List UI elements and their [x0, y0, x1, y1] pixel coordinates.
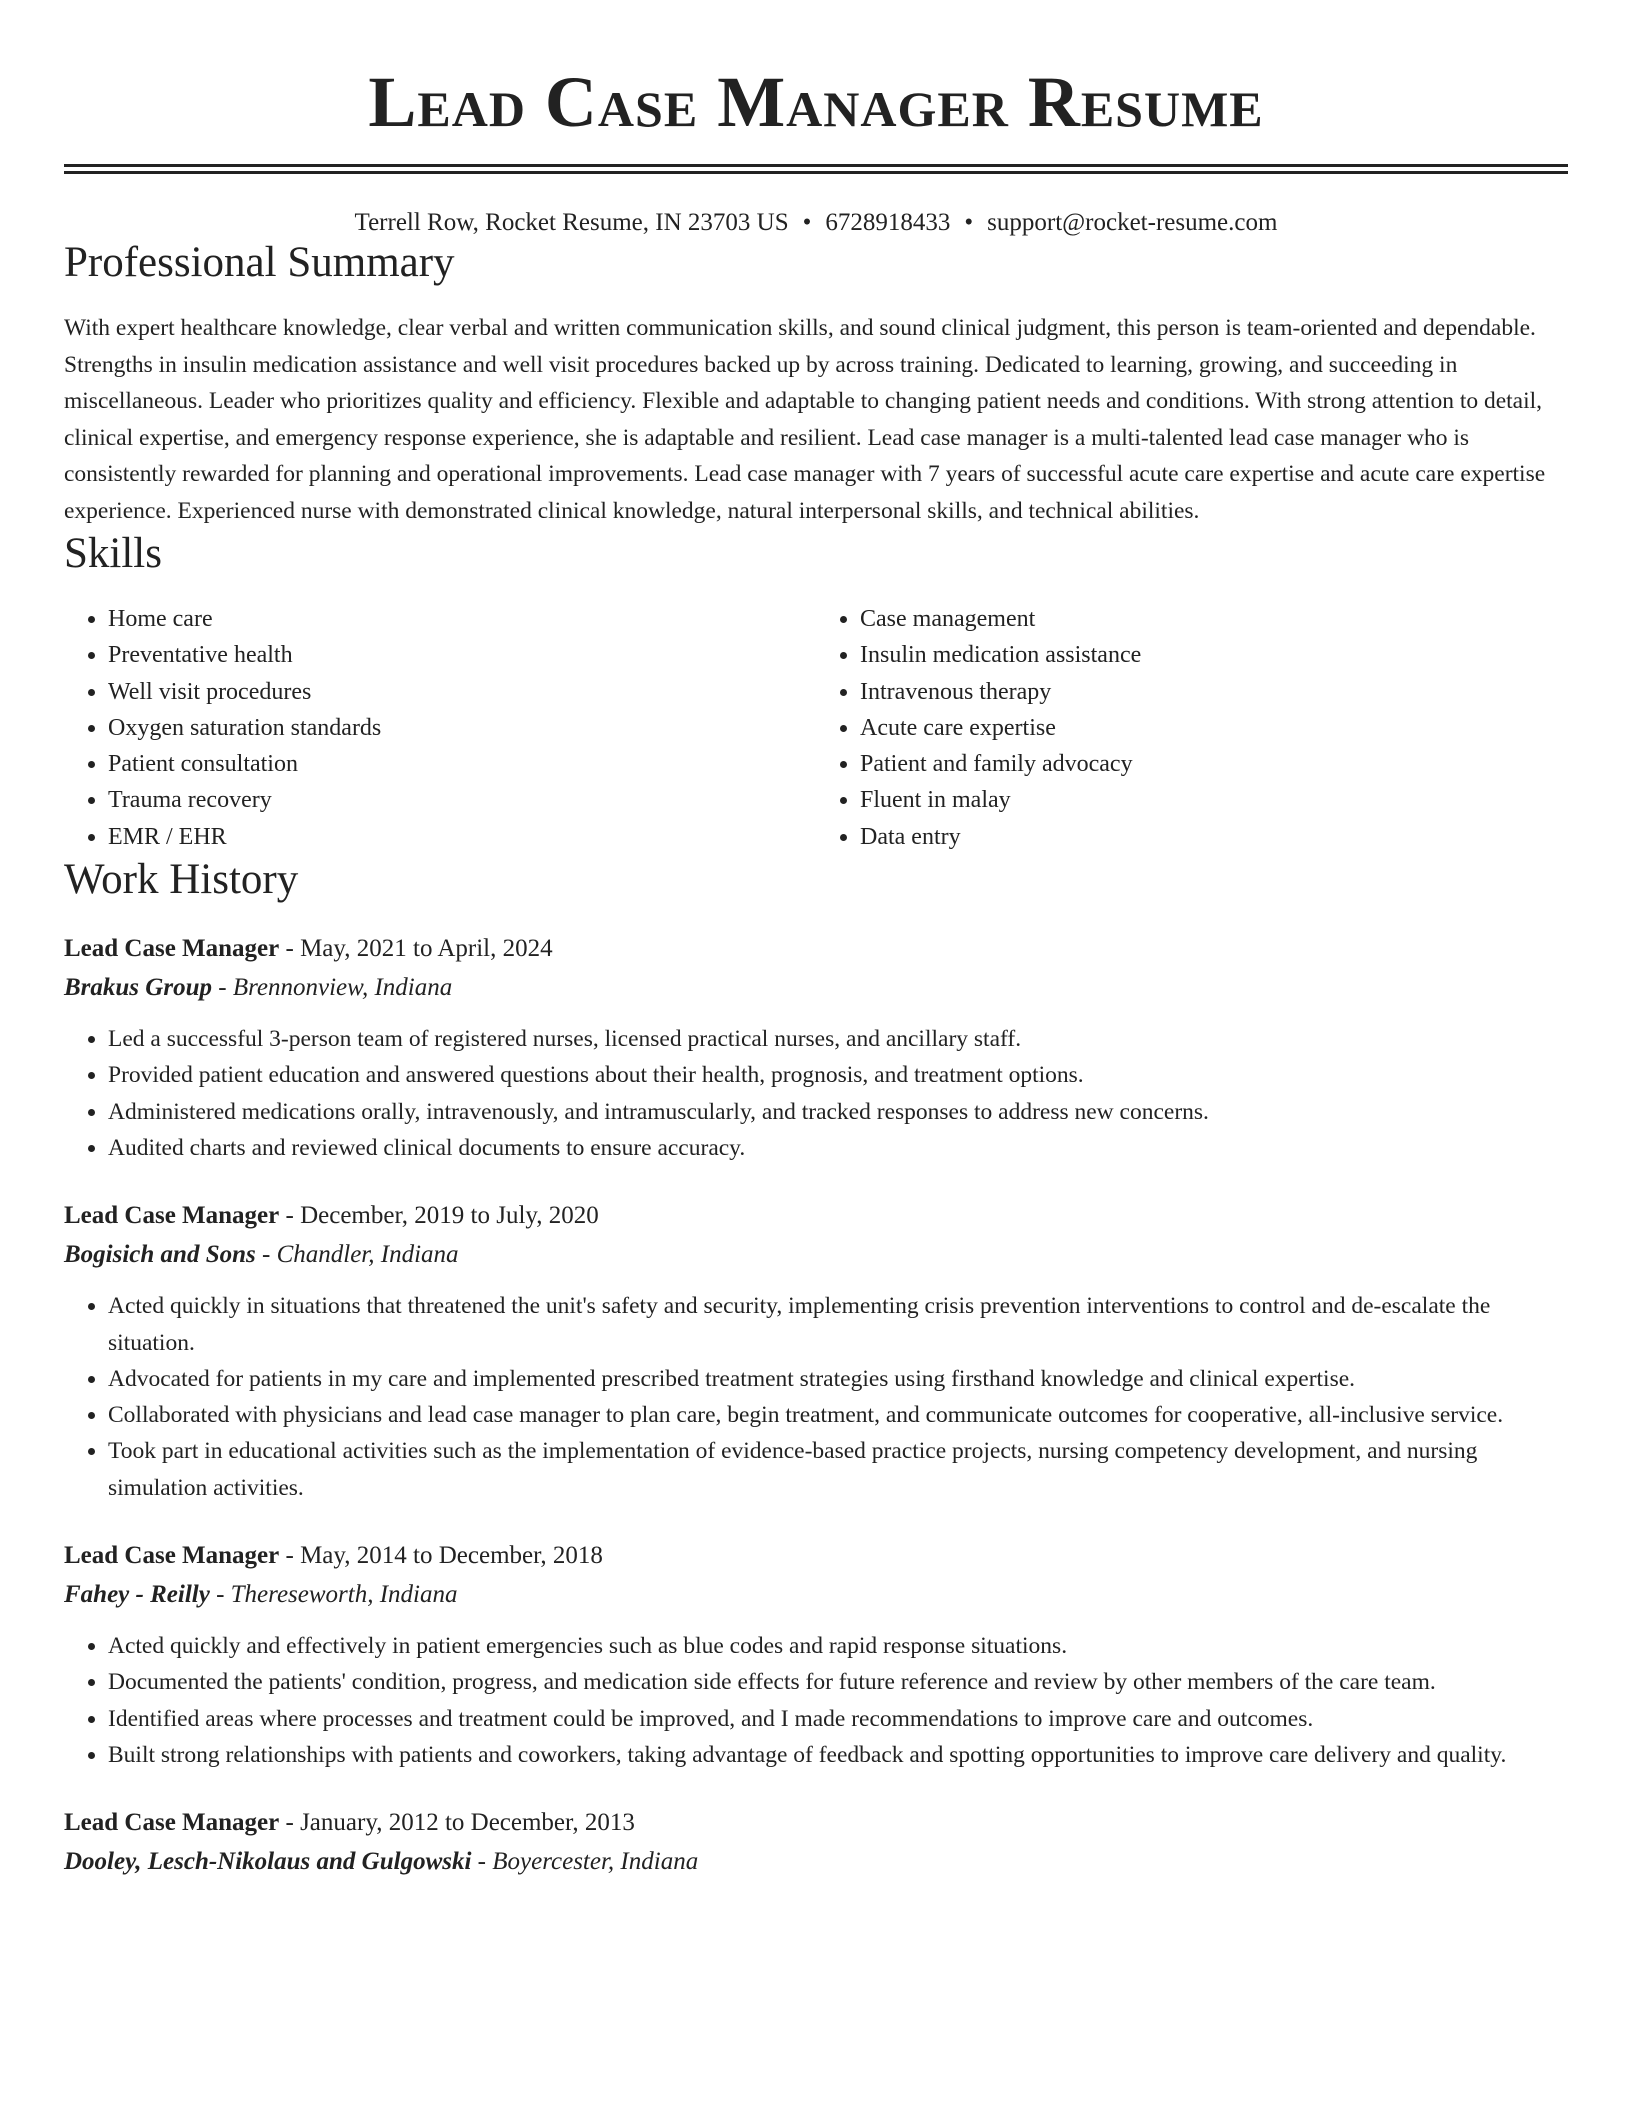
job-bullet: • Audited charts and reviewed clinical documents to ensure accuracy.: [108, 1130, 1568, 1166]
job-dates: January, 2012 to December, 2013: [300, 1809, 635, 1837]
resume-title: Lead Case Manager Resume: [368, 62, 1264, 142]
job-dates: May, 2021 to April, 2024: [300, 935, 553, 963]
job-bullet: • Administered medications orally, intravenously, and intramuscularly, and tracked responses to address new concerns.: [108, 1094, 1568, 1130]
job-bullet: • Provided patient education and answered questions about their health, prognosis, and treatment options.: [108, 1057, 1568, 1093]
skill-item: • Intravenous therapy: [860, 674, 1568, 710]
skills-list: [64, 601, 1568, 855]
work-history-heading: Work History: [64, 856, 299, 904]
company-dash: -: [209, 1581, 231, 1609]
skill-item: • Preventative health: [108, 637, 816, 673]
company-dash: -: [471, 1848, 493, 1876]
contact-email: support@rocket-resume.com: [987, 209, 1278, 236]
skill-item: • EMR / EHR: [108, 819, 816, 855]
contact-line: [64, 208, 1568, 238]
skill-item: • Patient and family advocacy: [860, 746, 1568, 782]
company-line: [64, 1575, 1568, 1614]
summary-heading: Professional Summary: [64, 239, 455, 286]
job-bullets: [64, 1628, 1568, 1773]
skill-item: • Insulin medication assistance: [860, 637, 1568, 673]
skill-item: • Home care: [108, 601, 816, 637]
company-name: Bogisich and Sons: [64, 1241, 256, 1269]
job-dash: -: [279, 1809, 301, 1837]
job-dates: May, 2014 to December, 2018: [300, 1542, 603, 1570]
company-dash: -: [255, 1241, 277, 1269]
job-dash: -: [279, 1202, 301, 1230]
job-title-line: [64, 1196, 1568, 1235]
job-bullet: • Identified areas where processes and treatment could be improved, and I made recommendations to improve care and outcomes.: [108, 1701, 1568, 1737]
company-dash: -: [211, 974, 233, 1002]
contact-phone: 6728918433: [825, 209, 951, 236]
title-divider: [64, 164, 1568, 174]
company-line: [64, 1842, 1568, 1881]
job-dash: -: [279, 1542, 301, 1570]
job-bullet: • Collaborated with physicians and lead case manager to plan care, begin treatment, and communicate outcomes for cooperative, all-inclusive service.: [108, 1397, 1568, 1433]
job-bullets: [64, 1021, 1568, 1166]
skill-item: • Trauma recovery: [108, 782, 816, 818]
company-name: Brakus Group: [64, 974, 212, 1002]
summary-text: With expert healthcare knowledge, clear verbal and written communication skills, and sound clinical judgment, this person is team-oriented and dependable. Strengths in insulin medication assistance and well visit procedures backed up by across training. Dedicated to learning, growing, and succeeding in miscellaneous. Leader who prioritizes quality and efficiency. Flexible and adaptable to changing patient needs and conditions. With strong attention to detail, clinical expertise, and emergency response experience, she is adaptable and resilient. Lead case manager is a multi-talented lead case manager who is consistently rewarded for planning and operational improvements. Lead case manager with 7 years of successful acute care expertise and acute care expertise experience. Experienced nurse with demonstrated clinical knowledge, natural interpersonal skills, and technical abilities.: [64, 315, 1546, 524]
job-bullets: [64, 1288, 1568, 1506]
job-dash: -: [279, 935, 301, 963]
skill-item: • Case management: [860, 601, 1568, 637]
skill-item: • Oxygen saturation standards: [108, 710, 816, 746]
skill-item: • Data entry: [860, 819, 1568, 855]
job-entry: [64, 929, 1568, 1166]
skill-item: • Fluent in malay: [860, 782, 1568, 818]
job-dates: December, 2019 to July, 2020: [300, 1202, 599, 1230]
skill-item: • Acute care expertise: [860, 710, 1568, 746]
job-entry: [64, 1536, 1568, 1773]
job-bullet: • Acted quickly and effectively in patient emergencies such as blue codes and rapid response situations.: [108, 1628, 1568, 1664]
company-location: Boyercester, Indiana: [492, 1848, 699, 1876]
company-line: [64, 1235, 1568, 1274]
job-bullet: • Acted quickly in situations that threatened the unit's safety and security, implementing crisis prevention interventions to control and de-escalate the situation.: [108, 1288, 1568, 1361]
job-bullet: • Advocated for patients in my care and implemented prescribed treatment strategies using firsthand knowledge and clinical expertise.: [108, 1361, 1568, 1397]
job-title: Lead Case Manager: [64, 1202, 280, 1230]
skill-item: • Patient consultation: [108, 746, 816, 782]
contact-separator: •: [964, 209, 974, 236]
skills-column-right: [816, 601, 1568, 855]
job-title-line: [64, 929, 1568, 968]
company-location: Chandler, Indiana: [276, 1241, 459, 1269]
job-entry: [64, 1196, 1568, 1506]
skills-column-left: [64, 601, 816, 855]
job-entry: [64, 1803, 1568, 1881]
job-title: Lead Case Manager: [64, 1809, 280, 1837]
contact-separator: •: [802, 209, 812, 236]
job-title-line: [64, 1536, 1568, 1575]
skill-item: • Well visit procedures: [108, 674, 816, 710]
company-location: Brennonview, Indiana: [232, 974, 453, 1002]
job-bullet: • Took part in educational activities such as the implementation of evidence-based practice projects, nursing competency development, and nursing simulation activities.: [108, 1433, 1568, 1506]
company-location: Thereseworth, Indiana: [230, 1581, 458, 1609]
job-title: Lead Case Manager: [64, 1542, 280, 1570]
company-name: Dooley, Lesch-Nikolaus and Gulgowski: [64, 1848, 472, 1876]
job-bullet: • Built strong relationships with patients and coworkers, taking advantage of feedback and spotting opportunities to improve care delivery and quality.: [108, 1737, 1568, 1773]
skills-heading: Skills: [64, 530, 162, 577]
company-name: Fahey - Reilly: [64, 1581, 210, 1609]
company-line: [64, 968, 1568, 1007]
job-title-line: [64, 1803, 1568, 1842]
job-bullet: • Led a successful 3-person team of registered nurses, licensed practical nurses, and ancillary staff.: [108, 1021, 1568, 1057]
contact-address: Terrell Row, Rocket Resume, IN 23703 US: [354, 209, 789, 236]
job-bullet: • Documented the patients' condition, progress, and medication side effects for future reference and review by other members of the care team.: [108, 1664, 1568, 1700]
job-title: Lead Case Manager: [64, 935, 280, 963]
